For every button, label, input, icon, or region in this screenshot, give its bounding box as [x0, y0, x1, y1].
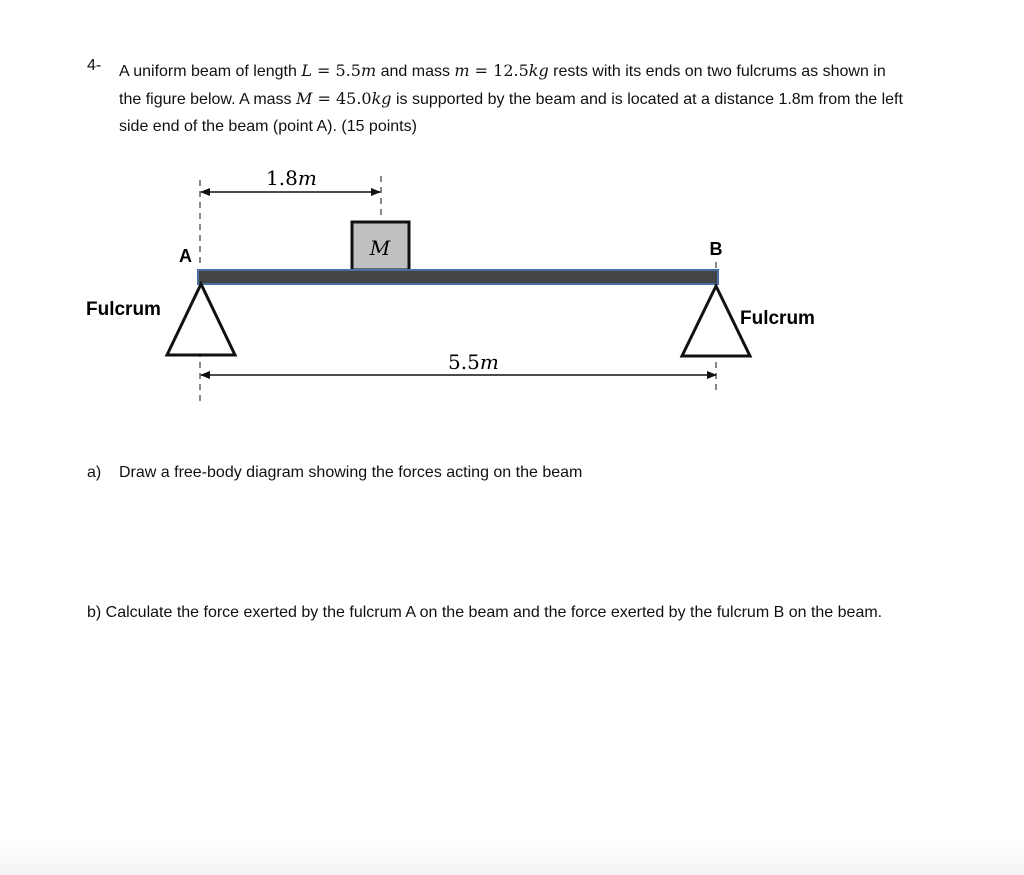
load-mass-expression: M = 45.0kg	[296, 89, 392, 108]
question-text-part: and mass	[376, 63, 455, 80]
distance-label-bottom: 5.5m	[448, 350, 499, 374]
part-a	[87, 464, 582, 482]
question-number: 4-	[87, 57, 102, 74]
question-text-part: is supported by the beam and is located at a distance 1.8m from the left side end of the beam (point A). (15 points)	[119, 91, 903, 135]
beam	[198, 270, 718, 284]
point-b-label: B	[709, 239, 723, 259]
page-bottom-shade	[0, 835, 1024, 875]
part-a-label: a)	[87, 464, 102, 481]
fulcrum-left	[167, 284, 235, 355]
part-a-text: Draw a free-body diagram showing the forces acting on the beam	[119, 464, 583, 481]
point-a-label: A	[179, 246, 192, 266]
distance-label-top: 1.8m	[266, 166, 317, 190]
fulcrum-right-label: Fulcrum	[740, 308, 815, 329]
question-text-part: A uniform beam of length	[119, 63, 302, 80]
mass-label: M	[369, 236, 391, 260]
part-b-text: b) Calculate the force exerted by the fulcrum A on the beam and the force exerted by the fulcrum B on the beam.	[87, 604, 883, 621]
length-expression: L = 5.5m	[301, 61, 377, 80]
fulcrum-left-label: Fulcrum	[86, 299, 161, 320]
beam-mass-expression: m = 12.5kg	[454, 61, 549, 80]
question-text-part: rests with its ends on two fulcrums as shown in the figure below. A mass	[119, 63, 886, 108]
